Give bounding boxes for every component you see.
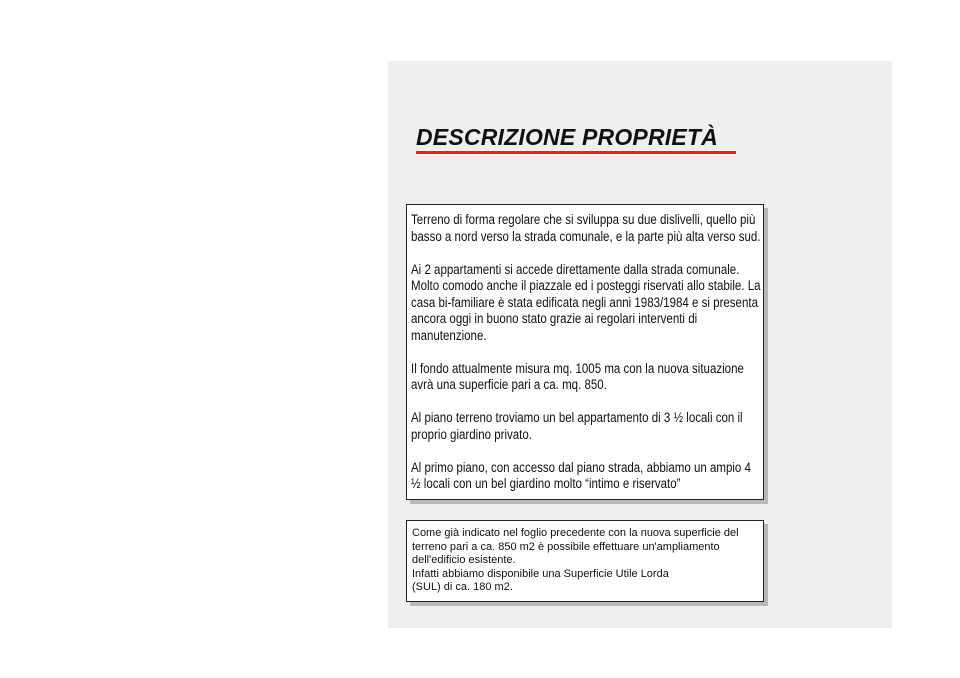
description-paragraph: Terreno di forma regolare che si sviluppa su due dislivelli, quello più basso a nord verso la strada comunale, e la parte più alta verso sud. bbox=[411, 212, 761, 244]
heading-block bbox=[416, 123, 736, 154]
expansion-note-box bbox=[406, 520, 764, 602]
description-paragraph: Ai 2 appartamenti si accede direttamente dalla strada comunale. Molto comodo anche il piazzale ed i posteggi riservati allo stabile. La casa bi-familiare è stata edificata negli anni 1983/1984 e si presenta ancora oggi in buono stato grazie ai regolari interventi di manutenzione. bbox=[411, 261, 761, 343]
note-line: (SUL) di ca. 180 m2. bbox=[412, 581, 513, 593]
title-underline bbox=[416, 151, 736, 154]
document-page bbox=[388, 61, 892, 628]
description-paragraph: Il fondo attualmente misura mq. 1005 ma con la nuova situazione avrà una superficie pari a ca. mq. 850. bbox=[411, 360, 744, 392]
description-box bbox=[406, 204, 764, 500]
description-paragraph: Al primo piano, con accesso dal piano strada, abbiamo un ampio 4 ½ locali con un bel giardino molto “intimo e riservato” bbox=[411, 459, 751, 491]
note-line: Come già indicato nel foglio precedente con la nuova superficie del bbox=[412, 527, 739, 539]
note-line: dell'edificio esistente. bbox=[412, 554, 516, 566]
description-paragraph: Al piano terreno troviamo un bel appartamento di 3 ½ locali con il proprio giardino privato. bbox=[411, 410, 743, 442]
page-title: DESCRIZIONE PROPRIETÀ bbox=[416, 124, 718, 150]
note-line: Infatti abbiamo disponibile una Superficie Utile Lorda bbox=[412, 567, 669, 580]
note-line: terreno pari a ca. 850 m2 è possibile effettuare un'ampliamento bbox=[412, 540, 720, 553]
